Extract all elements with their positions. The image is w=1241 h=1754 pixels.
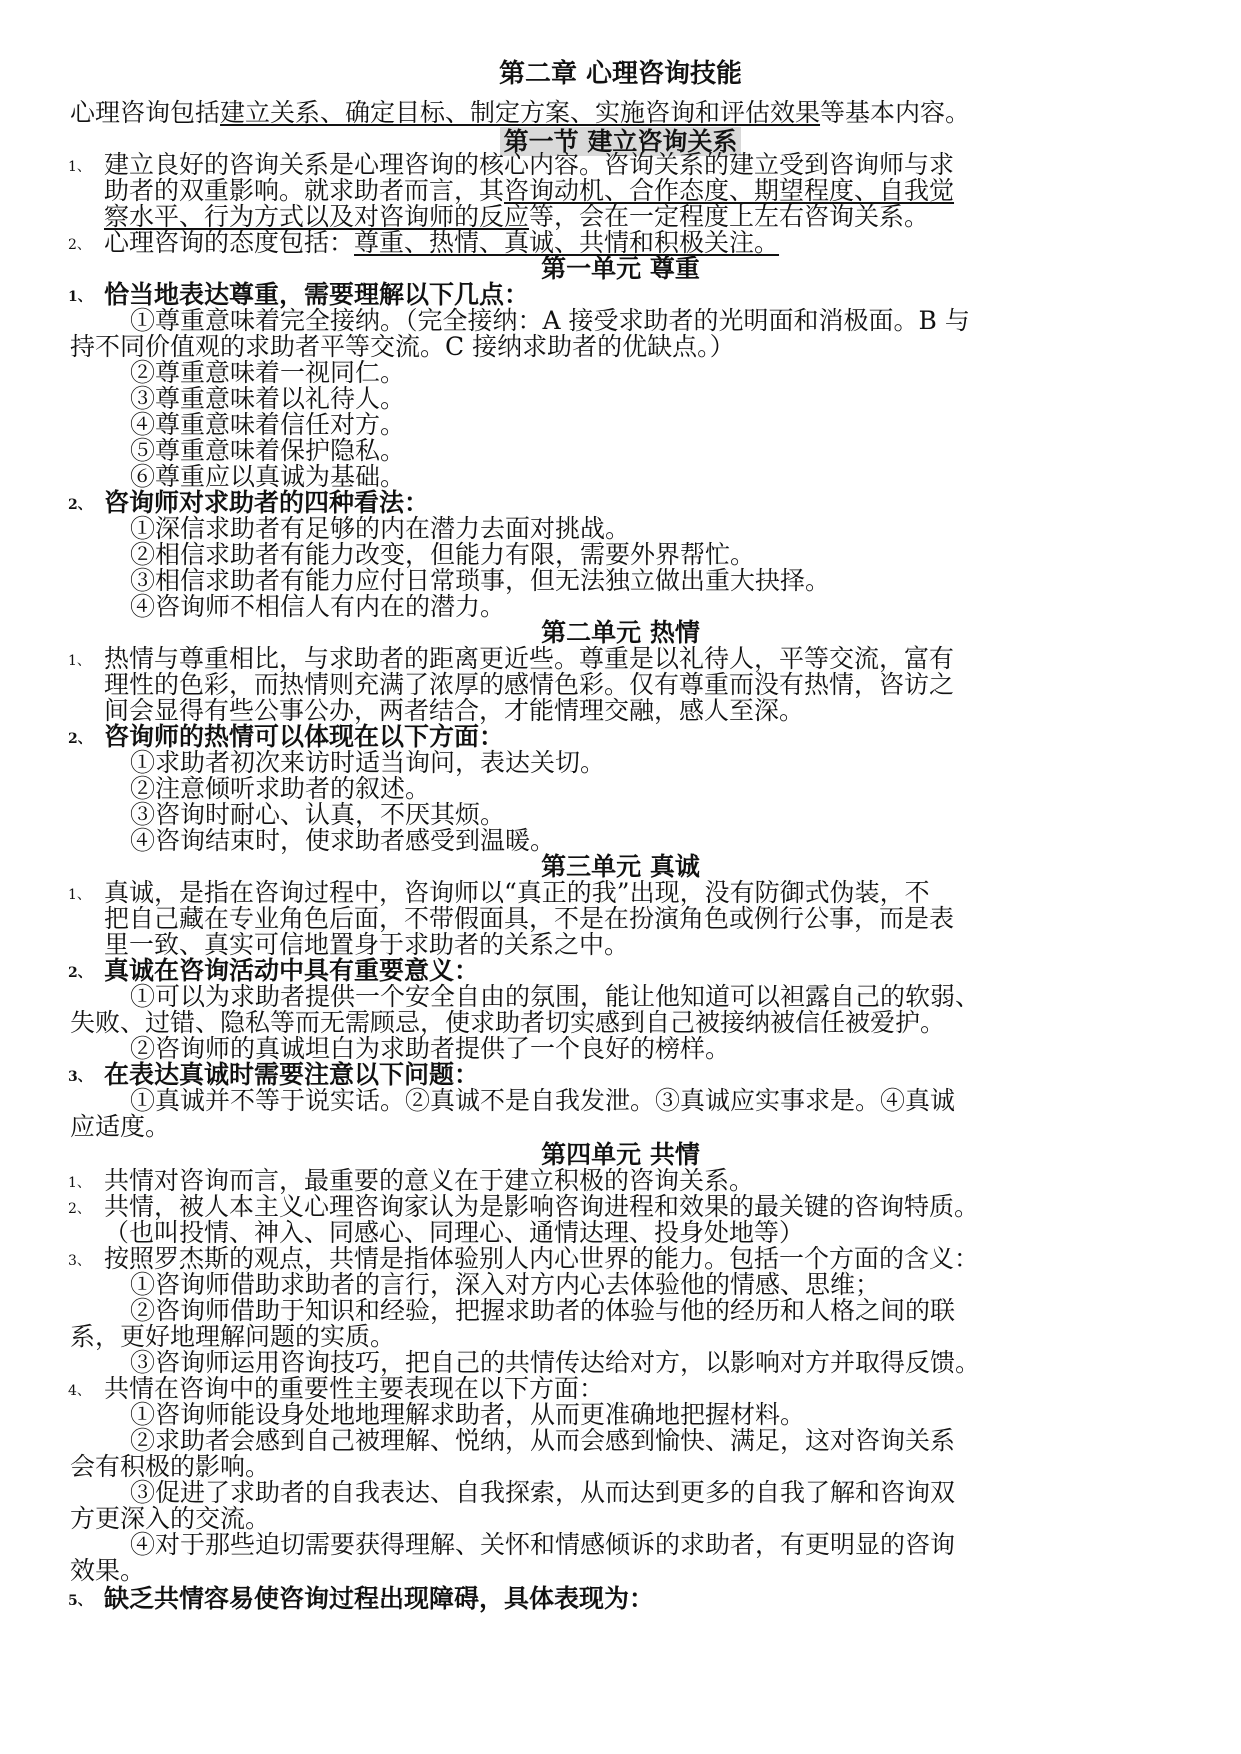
unit4-item: ③咨询师运用咨询技巧，把自己的共情传达给对方，以影响对方并取得反馈。	[130, 1348, 981, 1377]
unit2-item: ②注意倾听求助者的叙述。	[130, 774, 431, 803]
unit4-item: 效果。	[70, 1556, 146, 1585]
unit1-view: ②相信求助者有能力改变，但能力有限，需要外界帮忙。	[130, 540, 756, 569]
unit1-view: ③相信求助者有能力应付日常琐事，但无法独立做出重大抉择。	[130, 566, 831, 595]
unit4-p2-line1: 2、 共情，被人本主义心理咨询家认为是影响咨询进程和效果的最关键的咨询特质。	[68, 1192, 980, 1221]
unit4-item: 会有积极的影响。	[70, 1452, 271, 1481]
unit2-p1-line1: 1、 热情与尊重相比，与求助者的距离更近些。尊重是以礼待人，平等交流，富有	[68, 644, 955, 673]
unit4-title: 第四单元 共情	[541, 1140, 700, 1169]
unit4-item: ③促进了求助者的自我表达、自我探索，从而达到更多的自我了解和咨询双	[130, 1478, 956, 1507]
unit4-item: ①咨询师能设身处地地理解求助者，从而更准确地把握材料。	[130, 1400, 806, 1429]
unit4-heading5: 5、 缺乏共情容易使咨询过程出现障碍，具体表现为：	[68, 1584, 655, 1613]
unit4-item: ④对于那些迫切需要获得理解、关怀和情感倾诉的求助者，有更明显的咨询	[130, 1530, 956, 1559]
section-title: 第一节 建立咨询关系	[0, 127, 1241, 156]
unit1-item: ①尊重意味着完全接纳。（完全接纳：A 接受求助者的光明面和消极面。B 与	[130, 306, 970, 335]
section1-p1-line2: 助者的双重影响。就求助者而言，其咨询动机、合作态度、期望程度、自我觉	[104, 176, 955, 205]
chapter-title: 第二章 心理咨询技能	[498, 59, 743, 89]
unit4-p1: 1、 共情对咨询而言，最重要的意义在于建立积极的咨询关系。	[68, 1166, 755, 1195]
unit3-title: 第三单元 真诚	[541, 852, 700, 881]
unit1-item: ②尊重意味着一视同仁。	[130, 358, 406, 387]
unit2-item: ③咨询时耐心、认真，不厌其烦。	[130, 800, 506, 829]
unit4-item: ①咨询师借助求助者的言行，深入对方内心去体验他的情感、思维；	[130, 1270, 881, 1299]
unit2-heading2: 2、 咨询师的热情可以体现在以下方面：	[68, 722, 505, 751]
section1-p1-line3: 察水平、行为方式以及对咨询师的反应等，会在一定程度上左右咨询关系。	[104, 202, 930, 231]
unit3-heading3: 3、 在表达真诚时需要注意以下问题：	[68, 1060, 480, 1089]
unit1-item: 持不同价值观的求助者平等交流。C 接纳求助者的优缺点。）	[70, 332, 735, 361]
unit1-heading1: 1、 恰当地表达尊重，需要理解以下几点：	[68, 280, 530, 309]
unit3-item: 应适度。	[70, 1112, 171, 1141]
unit3-p1-line1: 1、 真诚，是指在咨询过程中，咨询师以“真正的我”出现，没有防御式伪装，不	[68, 878, 930, 907]
unit1-item: ④尊重意味着信任对方。	[130, 410, 406, 439]
unit2-title: 第二单元 热情	[541, 618, 700, 647]
unit3-p1-line2: 把自己藏在专业角色后面，不带假面具，不是在扮演角色或例行公事，而是表	[104, 904, 955, 933]
unit1-item: ⑤尊重意味着保护隐私。	[130, 436, 406, 465]
unit4-item: ②求助者会感到自己被理解、悦纳，从而会感到愉快、满足，这对咨询关系	[130, 1426, 956, 1455]
unit1-heading2: 2、 咨询师对求助者的四种看法：	[68, 488, 430, 517]
unit3-heading2: 2、 真诚在咨询活动中具有重要意义：	[68, 956, 480, 985]
unit1-view: ①深信求助者有足够的内在潜力去面对挑战。	[130, 514, 631, 543]
unit2-item: ④咨询结束时，使求助者感受到温暖。	[130, 826, 556, 855]
unit4-p4: 4、 共情在咨询中的重要性主要表现在以下方面：	[68, 1374, 605, 1403]
unit1-title: 第一单元 尊重	[541, 254, 700, 283]
unit2-p1-line3: 间会显得有些公事公办，两者结合，才能情理交融，感人至深。	[104, 696, 805, 725]
unit4-p3: 3、 按照罗杰斯的观点，共情是指体验别人内心世界的能力。包括一个方面的含义：	[68, 1244, 980, 1273]
unit3-item: ①可以为求助者提供一个安全自由的氛围，能让他知道可以袒露自己的软弱、	[130, 982, 981, 1011]
unit3-p1-line3: 里一致、真实可信地置身于求助者的关系之中。	[104, 930, 630, 959]
unit1-item: ⑥尊重应以真诚为基础。	[130, 462, 406, 491]
intro-paragraph: 心理咨询包括建立关系、确定目标、制定方案、实施咨询和评估效果等基本内容。	[70, 98, 971, 127]
unit2-item: ①求助者初次来访时适当询问，表达关切。	[130, 748, 606, 777]
unit3-item: ②咨询师的真诚坦白为求助者提供了一个良好的榜样。	[130, 1034, 731, 1063]
intro-underlined: 建立关系、确定目标、制定方案、实施咨询和评估效果	[220, 98, 821, 127]
unit4-item: 系，更好地理解问题的实质。	[70, 1322, 396, 1351]
section1-p2: 2、 心理咨询的态度包括：尊重、热情、真诚、共情和积极关注。	[68, 228, 780, 257]
unit1-item: ③尊重意味着以礼待人。	[130, 384, 406, 413]
unit4-p2-line2: （也叫投情、神入、同感心、同理心、通情达理、投身处地等）	[104, 1218, 805, 1247]
unit3-item: ①真诚并不等于说实话。②真诚不是自我发泄。③真诚应实事求是。④真诚	[130, 1086, 956, 1115]
unit1-view: ④咨询师不相信人有内在的潜力。	[130, 592, 506, 621]
section1-p1-line1: 1、 建立良好的咨询关系是心理咨询的核心内容。咨询关系的建立受到咨询师与求	[68, 150, 955, 179]
unit3-item: 失败、过错、隐私等而无需顾忌，使求助者切实感到自己被接纳被信任被爱护。	[70, 1008, 946, 1037]
unit4-item: ②咨询师借助于知识和经验，把握求助者的体验与他的经历和人格之间的联	[130, 1296, 956, 1325]
unit4-item: 方更深入的交流。	[70, 1504, 271, 1533]
unit2-p1-line2: 理性的色彩，而热情则充满了浓厚的感情色彩。仅有尊重而没有热情，咨访之	[104, 670, 955, 699]
